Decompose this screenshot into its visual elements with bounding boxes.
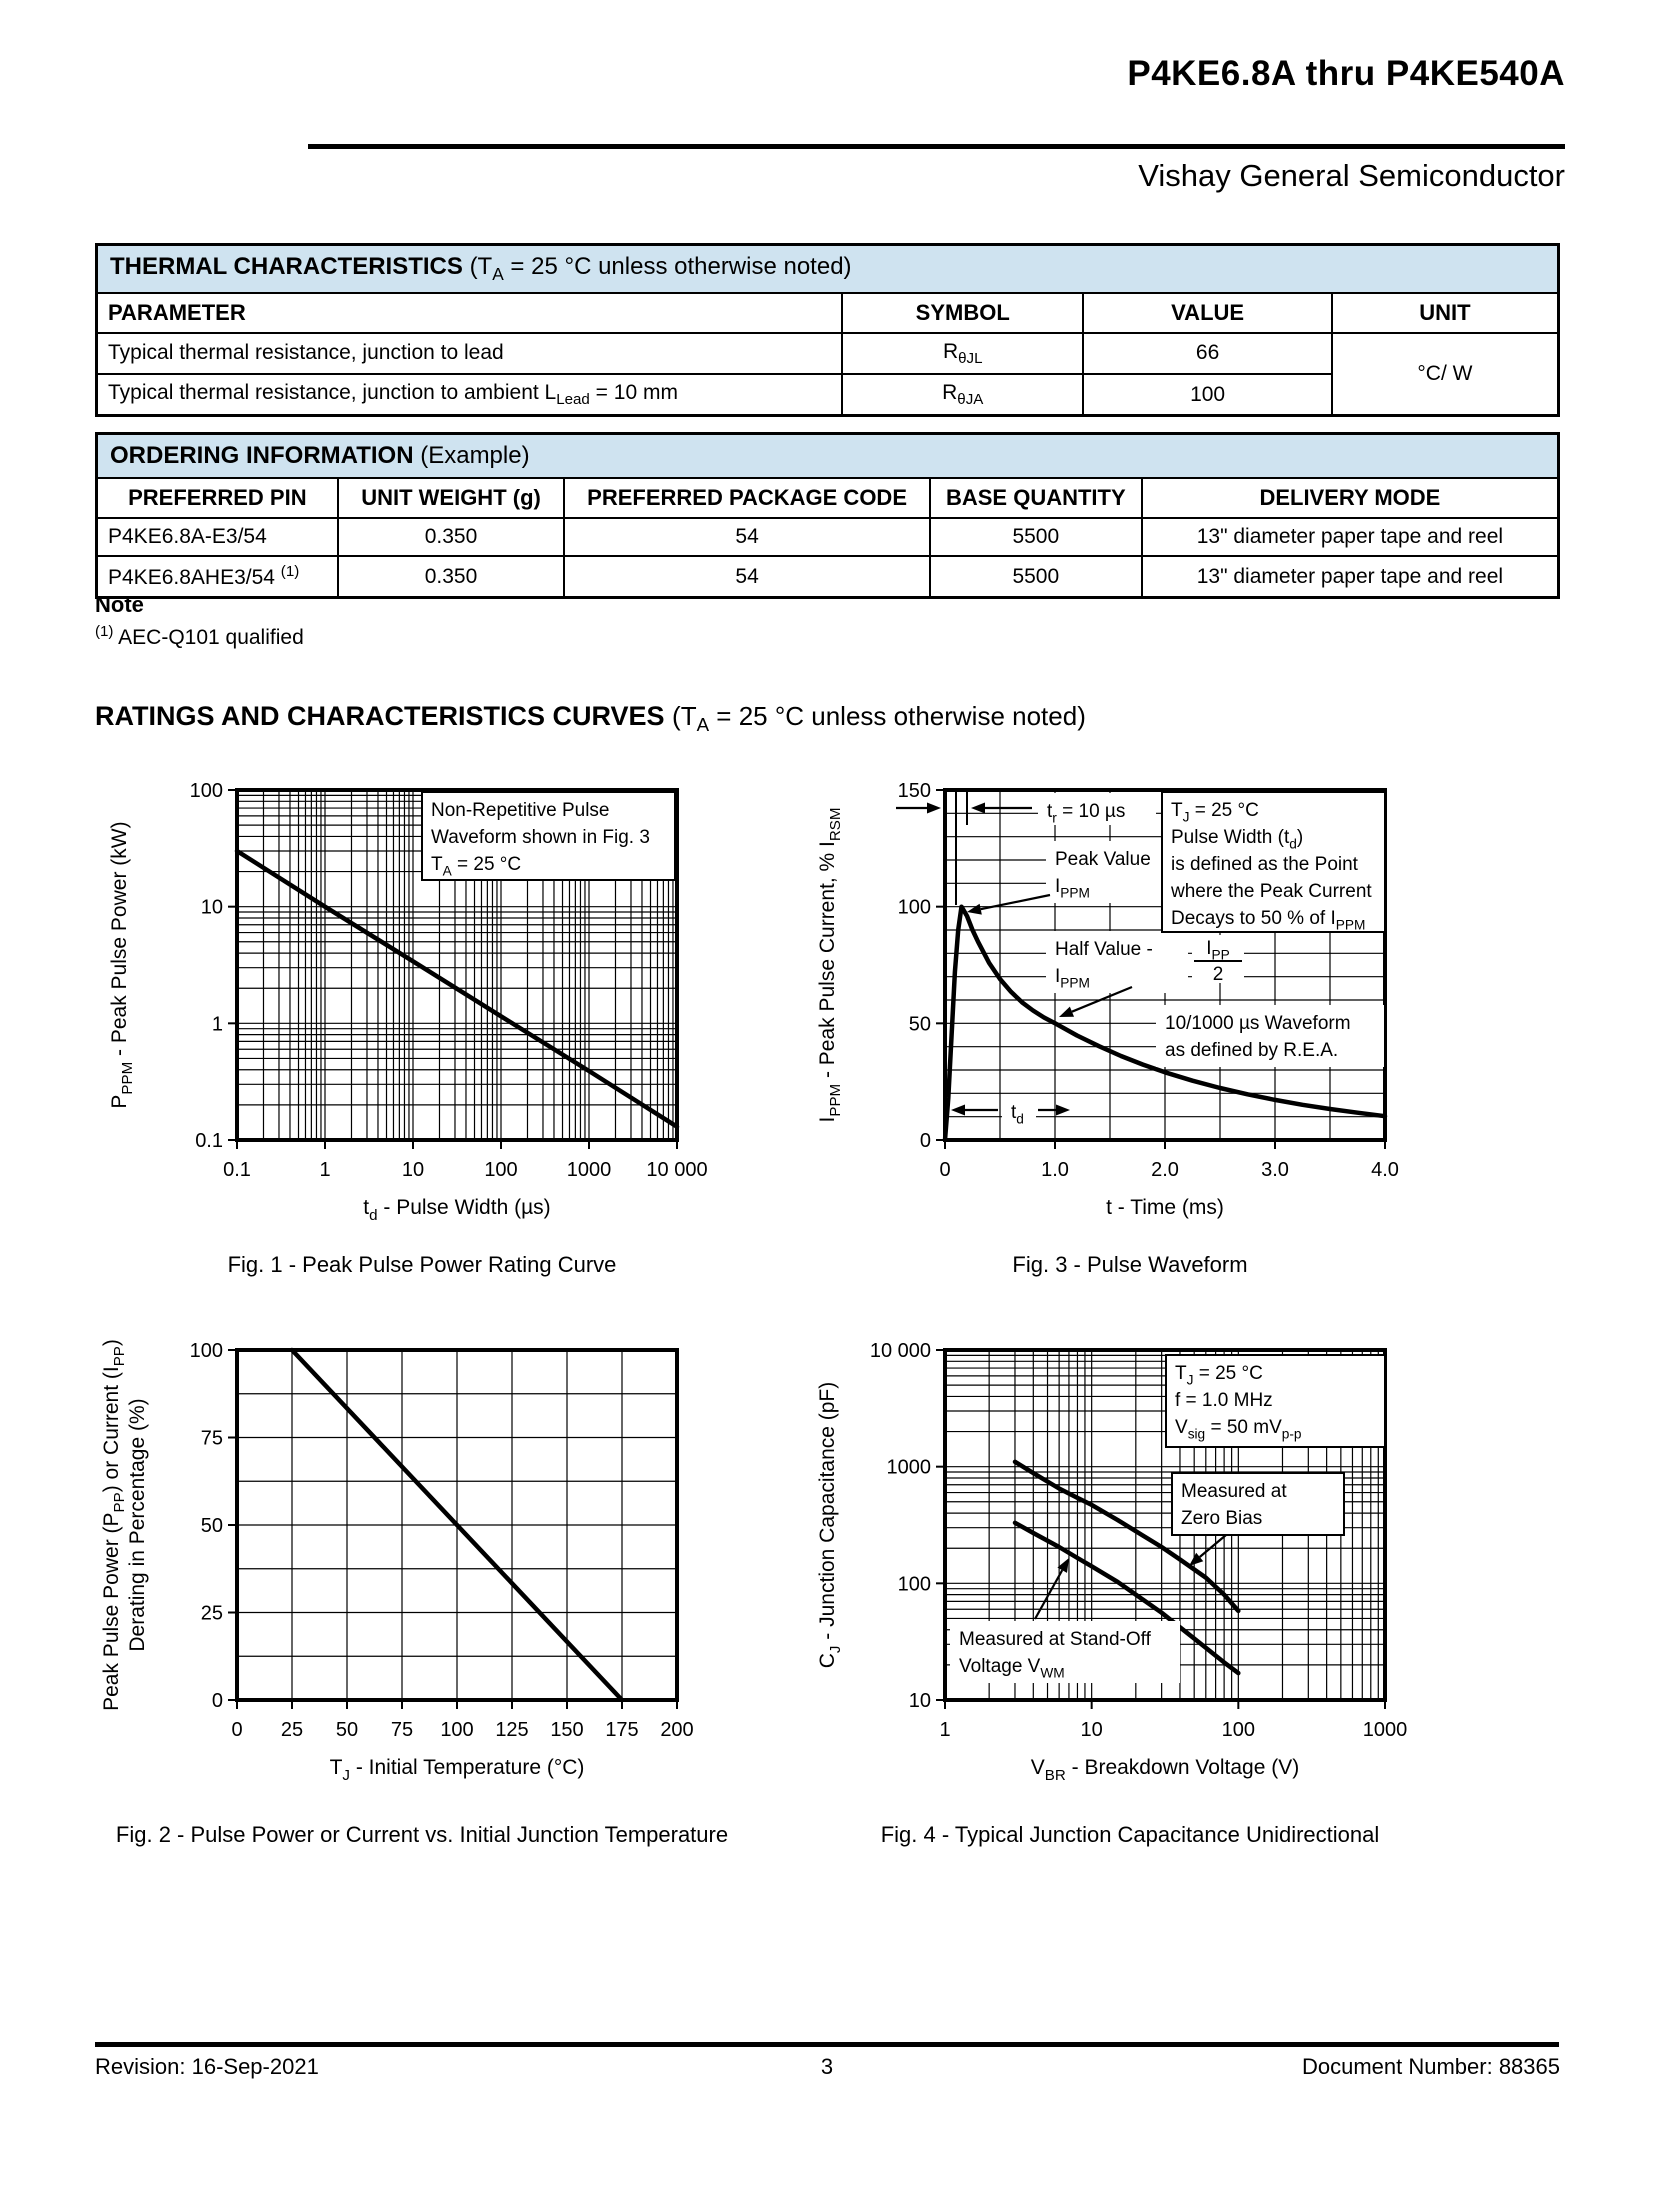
svg-text:1000: 1000 bbox=[1362, 1719, 1408, 1741]
svg-text:f = 1.0 MHz: f = 1.0 MHz bbox=[1175, 1390, 1273, 1411]
svg-text:IPPM - Peak Pulse Current, % I: $I_{PPM}$ - Peak Pulse Current, % $I_{RSM}$ bbox=[816, 807, 844, 1123]
table-caption bbox=[97, 245, 1559, 293]
svg-text:2.0: 2.0 bbox=[1151, 1159, 1179, 1181]
svg-text:1.0: 1.0 bbox=[1041, 1159, 1069, 1181]
svg-text:Half Value -: Half Value - bbox=[1055, 939, 1153, 960]
svg-text:100: 100 bbox=[189, 1340, 223, 1362]
thermal-characteristics-section bbox=[95, 243, 1560, 417]
svg-text:200: 200 bbox=[660, 1719, 694, 1741]
fig1-peak-pulse-power-chart bbox=[92, 765, 752, 1265]
table-caption-note: ($T_A = 25$ °C unless otherwise noted) bbox=[469, 253, 852, 284]
svg-text:0.1: 0.1 bbox=[223, 1159, 251, 1181]
ordering-information-section bbox=[95, 432, 1560, 599]
column-header-package-code: PREFERRED PACKAGE CODE bbox=[564, 478, 930, 518]
svg-text:CJ - Junction Capacitance (pF): $C_J$ - Junction Capacitance (pF) bbox=[816, 1381, 844, 1669]
quantity-cell: 5500 bbox=[930, 556, 1142, 598]
svg-text:50: 50 bbox=[200, 1515, 223, 1537]
fig3-caption: Fig. 3 - Pulse Waveform bbox=[1012, 1252, 1248, 1277]
value-cell: 66 bbox=[1083, 333, 1332, 374]
svg-text:3.0: 3.0 bbox=[1261, 1159, 1289, 1181]
footer-revision: Revision: 16-Sep-2021 bbox=[95, 2054, 319, 2079]
table-caption-note: (Example) bbox=[420, 442, 530, 469]
svg-text:Zero Bias: Zero Bias bbox=[1181, 1508, 1263, 1529]
svg-text:100: 100 bbox=[484, 1159, 518, 1181]
svg-text:TJ = 25 °C: $T_J = 25$ °C bbox=[1171, 800, 1259, 825]
parameter-cell: Typical thermal resistance, junction to ambient $L_{Lead} = 10$ mm bbox=[97, 374, 843, 416]
weight-cell: 0.350 bbox=[338, 518, 565, 556]
svg-text:1: 1 bbox=[939, 1719, 951, 1741]
note-item: $^{(1)}$ AEC-Q101 qualified bbox=[95, 623, 304, 649]
svg-text:Voltage VWM: Voltage $V_{WM}$ bbox=[959, 1656, 1065, 1681]
svg-text:is defined as the Point: is defined as the Point bbox=[1171, 854, 1358, 875]
ratings-heading-note: ($T_A = 25$ °C unless otherwise noted) bbox=[672, 701, 1086, 736]
footer-rule bbox=[95, 2042, 1559, 2047]
svg-text:75: 75 bbox=[390, 1719, 414, 1741]
brand-subtitle: Vishay General Semiconductor bbox=[1138, 158, 1565, 193]
symbol-cell: $R_{\theta JL}$ bbox=[842, 333, 1083, 374]
svg-text:Pulse Width (td): Pulse Width $(t_d)$ bbox=[1171, 827, 1304, 852]
svg-text:10: 10 bbox=[1080, 1719, 1103, 1741]
svg-text:25: 25 bbox=[200, 1602, 223, 1625]
fig4-caption: Fig. 4 - Typical Junction Capacitance Unidirectional bbox=[880, 1822, 1380, 1847]
svg-text:Vsig = 50 mVp-p: $V_{sig} = 50$ $mV_{p-p}$ bbox=[1175, 1417, 1302, 1442]
svg-text:VBR - Breakdown Voltage (V): $V_{BR}$ - Breakdown Voltage (V) bbox=[1030, 1756, 1300, 1784]
fig1-caption: Fig. 1 - Peak Pulse Power Rating Curve bbox=[227, 1252, 617, 1277]
svg-text:10/1000 µs Waveform: 10/1000 µs Waveform bbox=[1165, 1013, 1351, 1034]
column-header-parameter: PARAMETER bbox=[97, 293, 843, 333]
ordering-information-table bbox=[95, 432, 1560, 599]
svg-text:Waveform shown in Fig. 3: Waveform shown in Fig. 3 bbox=[431, 827, 650, 848]
pin-cell: P4KE6.8A-E3/54 bbox=[97, 518, 338, 556]
svg-text:10: 10 bbox=[401, 1159, 425, 1181]
fig2-derating-chart bbox=[92, 1325, 752, 1825]
svg-text:10 000: 10 000 bbox=[869, 1340, 931, 1362]
svg-text:75: 75 bbox=[200, 1427, 223, 1450]
svg-text:100: 100 bbox=[1221, 1719, 1256, 1741]
svg-text:1: 1 bbox=[211, 1013, 223, 1036]
svg-text:100: 100 bbox=[189, 780, 223, 802]
weight-cell: 0.350 bbox=[338, 556, 565, 598]
svg-text:0: 0 bbox=[919, 1130, 931, 1152]
parameter-cell: Typical thermal resistance, junction to lead bbox=[97, 333, 843, 374]
svg-text:Measured at Stand-Off: Measured at Stand-Off bbox=[959, 1629, 1151, 1650]
fig4-junction-capacitance-chart bbox=[800, 1325, 1460, 1825]
column-header-value: VALUE bbox=[1083, 293, 1332, 333]
svg-text:4.0: 4.0 bbox=[1371, 1159, 1399, 1181]
svg-text:100: 100 bbox=[897, 1573, 931, 1596]
svg-text:150: 150 bbox=[550, 1719, 584, 1741]
fig2-caption: Fig. 2 - Pulse Power or Current vs. Initial Junction Temperature bbox=[115, 1822, 729, 1847]
column-header-unit-weight: UNIT WEIGHT (g) bbox=[338, 478, 565, 518]
table-caption bbox=[97, 434, 1559, 479]
delivery-cell: 13" diameter paper tape and reel bbox=[1142, 556, 1559, 598]
column-header-preferred-pin: PREFERRED PIN bbox=[97, 478, 338, 518]
svg-text:PPPM - Peak Pulse Power (kW): $P_{PPM}$ - Peak Pulse Power (kW) bbox=[108, 821, 136, 1109]
svg-text:Derating in Percentage (%): Derating in Percentage (%) bbox=[126, 1398, 149, 1652]
svg-text:td - Pulse Width (µs): $t_d$ - Pulse Width (µs) bbox=[363, 1196, 551, 1224]
table-caption-bold: ORDERING INFORMATION bbox=[110, 442, 421, 469]
svg-text:IPPM: $I_{PPM}$ bbox=[1055, 966, 1090, 991]
column-header-symbol: SYMBOL bbox=[842, 293, 1083, 333]
svg-text:10 000: 10 000 bbox=[646, 1159, 708, 1181]
table-header-row bbox=[97, 478, 1559, 518]
svg-text:0.1: 0.1 bbox=[195, 1130, 223, 1152]
svg-text:125: 125 bbox=[495, 1719, 529, 1741]
svg-text:0: 0 bbox=[231, 1719, 243, 1741]
svg-text:2: 2 bbox=[1212, 964, 1224, 985]
svg-text:10: 10 bbox=[908, 1690, 931, 1712]
table-row bbox=[97, 556, 1559, 598]
footer-document-number: Document Number: 88365 bbox=[1301, 2054, 1560, 2079]
svg-text:Measured at: Measured at bbox=[1181, 1481, 1287, 1502]
svg-text:100: 100 bbox=[897, 896, 931, 919]
svg-text:1: 1 bbox=[319, 1159, 331, 1181]
table-header-row bbox=[97, 293, 1559, 333]
svg-text:Peak Value: Peak Value bbox=[1055, 849, 1151, 870]
svg-text:50: 50 bbox=[335, 1719, 359, 1741]
svg-text:0: 0 bbox=[939, 1159, 951, 1181]
package-cell: 54 bbox=[564, 556, 930, 598]
note-label: Note bbox=[95, 592, 144, 617]
svg-text:100: 100 bbox=[440, 1719, 474, 1741]
symbol-cell: $R_{\theta JA}$ bbox=[842, 374, 1083, 416]
table-row bbox=[97, 333, 1559, 374]
package-cell: 54 bbox=[564, 518, 930, 556]
svg-text:Non-Repetitive Pulse: Non-Repetitive Pulse bbox=[431, 800, 610, 821]
thermal-characteristics-table bbox=[95, 243, 1560, 417]
header-rule bbox=[308, 144, 1565, 149]
svg-text:150: 150 bbox=[897, 780, 931, 802]
svg-text:Peak Pulse Power (PPP) or Curr: Peak Pulse Power $(P_{PP})$ or Current $(I_{PP})$ bbox=[100, 1339, 128, 1711]
column-header-unit: UNIT bbox=[1332, 293, 1559, 333]
svg-text:IPP: $I_{PP}$ bbox=[1206, 938, 1230, 963]
svg-text:TJ - Initial Temperature (°C): $T_J$ - Initial Temperature (°C) bbox=[329, 1756, 585, 1784]
svg-text:td: $t_d$ bbox=[1011, 1102, 1024, 1127]
footer-page-number: 3 bbox=[820, 2054, 834, 2079]
svg-text:1000: 1000 bbox=[566, 1159, 612, 1181]
column-header-base-quantity: BASE QUANTITY bbox=[930, 478, 1142, 518]
svg-text:IPPM: $I_{PPM}$ bbox=[1055, 876, 1090, 901]
svg-text:TA = 25 °C: $T_A = 25$ °C bbox=[431, 854, 522, 879]
svg-text:t - Time (ms): t - Time (ms) bbox=[1106, 1196, 1224, 1219]
svg-text:0: 0 bbox=[211, 1690, 223, 1712]
svg-text:where the Peak Current: where the Peak Current bbox=[1171, 881, 1372, 902]
svg-text:50: 50 bbox=[908, 1013, 931, 1036]
svg-text:tr = 10 µs: $t_r = 10$ µs bbox=[1047, 801, 1126, 826]
column-header-delivery-mode: DELIVERY MODE bbox=[1142, 478, 1559, 518]
svg-text:Decays to 50 % of IPPM: Decays to 50 % of $I_{PPM}$ bbox=[1171, 908, 1366, 933]
quantity-cell: 5500 bbox=[930, 518, 1142, 556]
delivery-cell: 13" diameter paper tape and reel bbox=[1142, 518, 1559, 556]
ratings-heading-bold: RATINGS AND CHARACTERISTICS CURVES bbox=[95, 701, 673, 731]
table-row bbox=[97, 518, 1559, 556]
table-caption-bold: THERMAL CHARACTERISTICS bbox=[110, 253, 470, 280]
svg-text:TJ = 25 °C: $T_J = 25$ °C bbox=[1175, 1363, 1263, 1388]
fig3-pulse-waveform-chart bbox=[800, 765, 1460, 1265]
value-cell: 100 bbox=[1083, 374, 1332, 416]
svg-text:25: 25 bbox=[280, 1719, 304, 1741]
ratings-heading bbox=[95, 701, 1086, 736]
svg-text:10: 10 bbox=[200, 896, 223, 919]
unit-cell: °C/ W bbox=[1332, 333, 1559, 416]
svg-text:as defined by R.E.A.: as defined by R.E.A. bbox=[1165, 1040, 1339, 1061]
svg-text:1000: 1000 bbox=[886, 1456, 931, 1479]
pin-cell: P4KE6.8AHE3/54 $^{(1)}$ bbox=[97, 556, 338, 598]
svg-text:175: 175 bbox=[605, 1719, 639, 1741]
page-title: P4KE6.8A thru P4KE540A bbox=[1127, 54, 1565, 93]
